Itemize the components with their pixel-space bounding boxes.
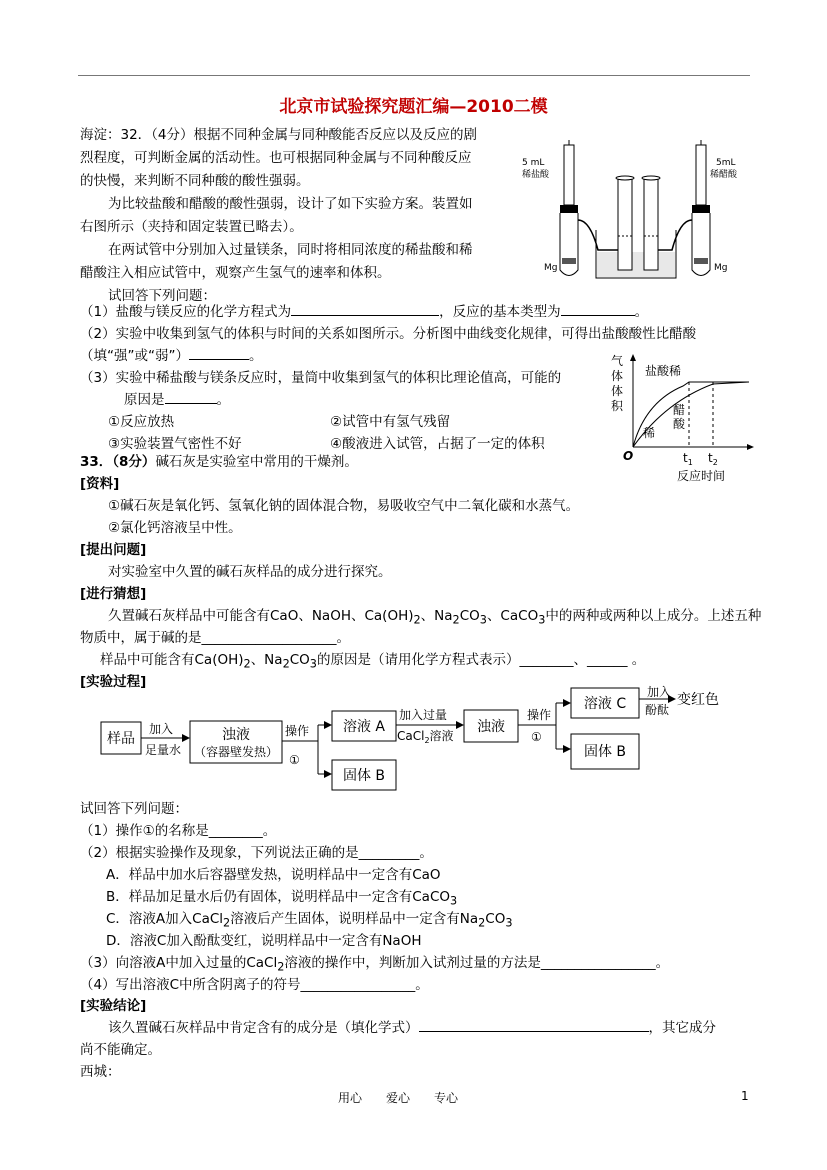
answer-blank[interactable]: ________ — [208, 823, 263, 839]
q32-part-1-text: （1）盐酸与镁反应的化学方程式为 — [80, 304, 292, 320]
subscript: 2 — [424, 736, 430, 745]
subscript: 3 — [538, 613, 546, 627]
question-text: 。 — [419, 845, 433, 861]
answer-blank[interactable] — [291, 315, 439, 316]
subscript: 2 — [413, 613, 421, 627]
volume-time-graph — [605, 352, 755, 485]
guess-text: 物质中，属于碱的是 — [80, 630, 202, 646]
right-cylinder — [644, 178, 658, 270]
guess-line-3 — [100, 648, 645, 671]
operation-number: ① — [289, 753, 300, 767]
option-b — [106, 885, 457, 908]
option-text: C．溶液A加入CaCl — [106, 911, 224, 927]
answer-blank[interactable]: ______ — [586, 652, 628, 668]
guess-text: 、CaCO — [486, 608, 539, 624]
guess-text: 的原因是（请用化学方程式表示） — [316, 652, 520, 668]
guess-line-1 — [108, 604, 761, 627]
operation-2-number: ① — [531, 730, 542, 744]
t2-subscript: 2 — [712, 458, 718, 467]
question-2 — [80, 841, 433, 861]
left-syringe — [564, 145, 574, 205]
q32-part-2-text: （填“强”或“弱”） — [80, 348, 189, 364]
add-phenol-label: 加入 — [647, 685, 672, 699]
question-3 — [80, 951, 669, 974]
guess-text: 样品中可能含有Ca(OH) — [100, 652, 244, 668]
cacl-text: CaCl — [397, 729, 425, 743]
answer-blank[interactable] — [561, 315, 635, 316]
guess-text: 、Na — [250, 652, 283, 668]
operation-2-label: 操作 — [527, 708, 552, 722]
question-text: 。 — [415, 977, 429, 993]
page-number: 1 — [741, 1089, 749, 1103]
turbid-2-label: 浊液 — [477, 719, 505, 735]
left-cylinder — [618, 178, 632, 270]
left-acid-label: 稀盐酸 — [522, 170, 550, 180]
turbid-label: 浊液 — [222, 727, 250, 743]
solution-a-label: 溶液 A — [342, 719, 386, 735]
y-axis-label-1: 气 — [611, 354, 624, 368]
t1-text: t — [683, 451, 688, 465]
subscript: 2 — [243, 657, 251, 671]
acetic-label-3: 稀 — [643, 426, 656, 440]
turn-red-label: 变红色 — [677, 692, 719, 708]
guess-text: 、Na — [420, 608, 453, 624]
conclusion-text: ，其它成分 — [648, 1020, 716, 1036]
turbid-note: （容器壁发热） — [193, 745, 279, 759]
footer-motto: 用心 爱心 专心 — [338, 1091, 459, 1105]
guess-text: 中的两种或两种以上成分。上述五种 — [545, 608, 762, 624]
subscript: 2 — [478, 916, 486, 930]
option-text: CO — [485, 911, 506, 927]
info-1: ①碱石灰是氧化钙、氢氧化钠的固体混合物，易吸收空气中二氧化碳和水蒸气。 — [108, 498, 580, 514]
q32-line-5: 右图所示（夹持和固定装置已略去）。 — [80, 219, 303, 235]
solution-c-label: 溶液 C — [583, 696, 627, 712]
option-c — [106, 907, 513, 930]
acetic-label-1: 醋 — [673, 403, 686, 417]
guess-text: 。 — [627, 652, 646, 668]
y-axis-label-3: 体 — [611, 384, 624, 398]
solid-b-label-1: 固体 B — [342, 768, 386, 784]
question-text: （4）写出溶液C中所含阴离子的符号 — [80, 977, 301, 993]
answer-blank[interactable] — [419, 1031, 649, 1032]
q32-part-2-end: 。 — [248, 348, 263, 364]
t1-label — [683, 451, 693, 467]
q32-part-1 — [80, 300, 648, 320]
question-text: 。 — [655, 955, 670, 971]
guess-text: CO — [289, 652, 310, 668]
guess-text: 、 — [573, 652, 587, 668]
question-text: （1）操作①的名称是 — [80, 823, 209, 839]
q33-number: 33．（8分） — [80, 454, 156, 470]
origin-label: O — [623, 449, 634, 463]
q32-part-3-text: 原因是 — [124, 392, 165, 408]
solid-b-label-2: 固体 B — [583, 744, 627, 760]
left-test-tube — [560, 213, 578, 276]
subscript: 3 — [479, 613, 487, 627]
subscript: 2 — [282, 657, 290, 671]
conclusion-line-2: 尚不能确定。 — [80, 1042, 161, 1058]
question-text: （3）向溶液A中加入过量的CaCl — [80, 955, 278, 971]
q32-line-6: 在两试管中分别加入过量镁条，同时将相同浓度的稀盐酸和稀 — [108, 242, 473, 258]
q32-line-4: 为比较盐酸和醋酸的酸性强弱，设计了如下实验方案。装置如 — [108, 196, 473, 212]
y-axis-label-2: 体 — [611, 369, 624, 383]
question-text: （2）根据实验操作及现象，下列说法正确的是 — [80, 845, 359, 861]
question-1 — [80, 819, 276, 839]
guess-text: 。 — [336, 630, 350, 646]
experiment-flowchart — [95, 683, 755, 795]
q32-line-2: 烈程度，可判断金属的活动性。也可根据同种金属与不同种酸反应 — [80, 150, 472, 166]
xicheng-label: 西城： — [80, 1064, 121, 1080]
question-text: 。 — [262, 823, 277, 839]
guess-text: CO — [459, 608, 480, 624]
add-phenol-label-2: 酚酞 — [645, 703, 670, 717]
option-1: ①反应放热 — [108, 414, 175, 430]
q32-line-8: 试回答下列问题： — [108, 288, 216, 304]
t2-text: t — [708, 451, 713, 465]
answer-blank[interactable]: _________________ — [300, 977, 416, 993]
answer-blank[interactable] — [189, 359, 249, 360]
acetic-label-2: 酸 — [673, 417, 686, 431]
guess-line-2 — [80, 626, 350, 646]
option-text: 溶液后产生固体，说明样品中一定含有Na — [230, 911, 479, 927]
section-conclusion: [实验结论] — [80, 998, 147, 1014]
conclusion-text: 该久置碱石灰样品中肯定含有的成分是（填化学式） — [108, 1020, 419, 1036]
info-2: ②氯化钙溶液呈中性。 — [108, 520, 242, 536]
subscript: 3 — [309, 657, 317, 671]
question-text: 溶液的操作中，判断加入试剂过量的方法是 — [284, 955, 541, 971]
option-2: ②试管中有氢气残留 — [330, 414, 451, 430]
conclusion-line-1 — [108, 1016, 716, 1036]
q33-intro — [80, 450, 358, 470]
add-cacl2-label: 加入过量 — [399, 708, 448, 722]
subscript: 2 — [452, 613, 460, 627]
left-mg-label: Mg — [544, 263, 558, 273]
page-title: 北京市试验探究题汇编—2010二模 — [279, 97, 548, 117]
left-volume-label: 5 mL — [522, 158, 545, 168]
q32-line-7: 醋酸注入相应试管中，观察产生氢气的速率和体积。 — [80, 265, 391, 281]
right-test-tube — [692, 213, 710, 276]
q32-line-3: 的快慢，来判断不同种酸的酸性强弱。 — [80, 173, 310, 189]
hcl-curve-label: 盐酸稀 — [645, 364, 682, 378]
subscript: 2 — [277, 960, 285, 974]
t1-subscript: 1 — [687, 458, 693, 467]
answer-blank[interactable]: _________ — [358, 845, 420, 861]
section-process: [实验过程] — [80, 674, 147, 690]
q32-part-2-line-2 — [80, 344, 262, 364]
question-text: 对实验室中久置的碱石灰样品的成分进行探究。 — [108, 564, 392, 580]
option-d: D．溶液C加入酚酞变红，说明样品中一定含有NaOH — [106, 933, 422, 949]
right-mg-label: Mg — [714, 263, 728, 273]
right-volume-label: 5mL — [716, 158, 736, 168]
option-a: A．样品中加水后容器壁发热，说明样品中一定含有CaO — [106, 867, 441, 883]
add-water-label: 加入 — [149, 722, 174, 736]
answer-blank[interactable]: ________ — [519, 652, 574, 668]
q32-part-1-text-b: ，反应的基本类型为 — [439, 304, 561, 320]
header-rule — [78, 75, 750, 76]
operation-label: 操作 — [285, 724, 310, 738]
answer-blank[interactable]: ____________________ — [201, 630, 337, 646]
sample-label: 样品 — [107, 731, 135, 747]
section-info: [资料] — [80, 476, 120, 492]
q32-part-3-end: 。 — [216, 392, 230, 408]
right-syringe — [696, 145, 706, 205]
q32-part-3-line-2 — [124, 388, 230, 408]
ask-text: 试回答下列问题： — [80, 801, 188, 817]
q32-part-2: （2）实验中收集到氢气的体积与时间的关系如图所示。分析图中曲线变化规律，可得出盐酸酸性比醋酸 — [80, 326, 697, 342]
apparatus-figure — [520, 140, 750, 285]
answer-blank[interactable]: _________________ — [540, 955, 656, 971]
y-axis-label-4: 积 — [611, 399, 624, 413]
section-guess: [进行猜想] — [80, 586, 147, 602]
option-3: ③实验装置气密性不好 — [108, 436, 242, 452]
guess-text: 久置碱石灰样品中可能含有CaO、NaOH、Ca(OH) — [108, 608, 414, 624]
q32-part-1-end: 。 — [634, 304, 649, 320]
option-4: ④酸液进入试管，占据了一定的体积 — [330, 436, 545, 452]
q32-line-1: 海淀：32．（4分）根据不同种金属与同种酸能否反应以及反应的剧 — [80, 127, 478, 143]
t2-label — [708, 451, 718, 467]
subscript: 3 — [505, 916, 513, 930]
add-cacl2-label-2 — [397, 728, 454, 745]
add-water-label-2: 足量水 — [145, 743, 182, 757]
x-axis-label: 反应时间 — [677, 469, 726, 483]
answer-blank[interactable] — [165, 403, 217, 404]
option-text: B．样品加足量水后仍有固体，说明样品中一定含有CaCO — [106, 889, 451, 905]
subscript: 3 — [450, 894, 458, 908]
right-acid-label: 稀醋酸 — [710, 170, 738, 180]
subscript: 2 — [223, 916, 231, 930]
q32-part-3: （3）实验中稀盐酸与镁条反应时，量筒中收集到氢气的体积比理论值高，可能的 — [80, 370, 562, 386]
question-4 — [80, 973, 429, 993]
q33-intro-text: 碱石灰是实验室中常用的干燥剂。 — [155, 454, 358, 470]
section-question: [提出问题] — [80, 542, 147, 558]
solution-text: 溶液 — [429, 729, 454, 743]
